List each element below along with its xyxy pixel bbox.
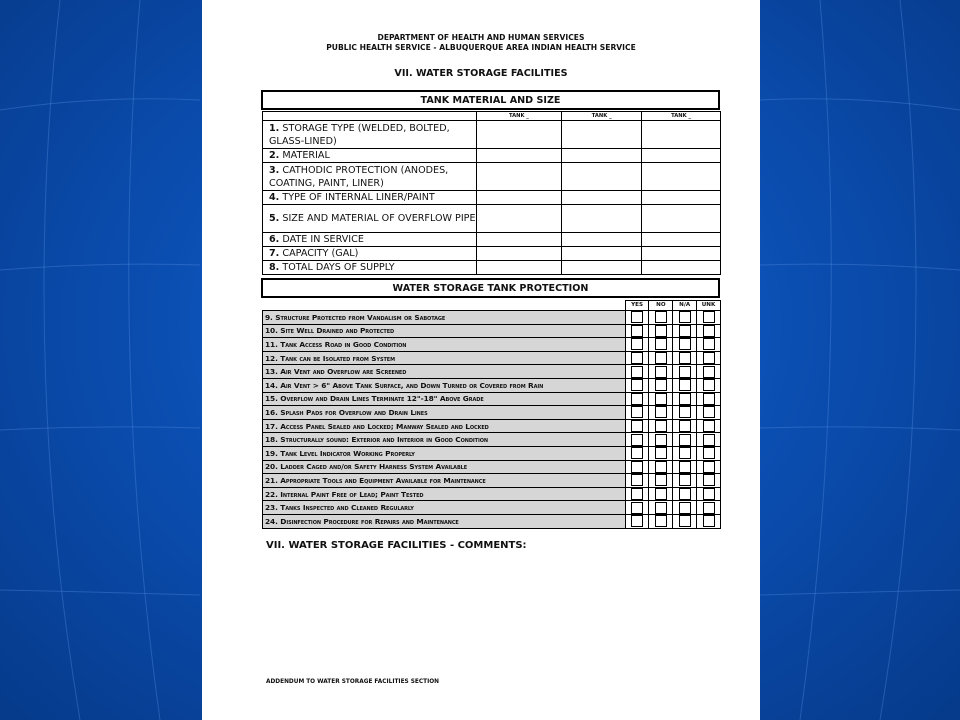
unk-checkbox[interactable] — [703, 502, 715, 514]
protection-table-row — [263, 392, 721, 406]
na-checkbox[interactable] — [679, 338, 691, 350]
row-number: 24. — [265, 516, 278, 526]
na-checkbox[interactable] — [679, 406, 691, 418]
tank-2-entry-cell[interactable] — [562, 149, 642, 163]
no-checkbox-cell — [649, 501, 673, 515]
unk-checkbox[interactable] — [703, 420, 715, 432]
document-page — [202, 0, 760, 720]
na-checkbox-cell — [673, 324, 697, 338]
row-label-text: TOTAL DAYS OF SUPPLY — [282, 262, 395, 273]
na-checkbox[interactable] — [679, 515, 691, 527]
protection-table-row — [263, 324, 721, 338]
tank-table-row — [263, 121, 721, 149]
no-checkbox-cell — [649, 324, 673, 338]
yes-checkbox-cell — [625, 311, 649, 325]
tank-1-entry-cell[interactable] — [476, 261, 562, 275]
row-number: 7. — [269, 248, 280, 259]
na-checkbox[interactable] — [679, 461, 691, 473]
row-number: 17. — [265, 421, 278, 431]
protection-table-row — [263, 406, 721, 420]
protection-row-label — [263, 487, 626, 501]
yes-checkbox-cell — [625, 351, 649, 365]
unk-checkbox-cell — [697, 392, 721, 406]
na-checkbox[interactable] — [679, 488, 691, 500]
yes-checkbox-cell — [625, 365, 649, 379]
yes-checkbox[interactable] — [631, 434, 643, 446]
tank-3-entry-cell[interactable] — [642, 247, 721, 261]
row-number: 22. — [265, 489, 278, 499]
row-label-text: Tanks Inspected and Cleaned Regularly — [280, 503, 414, 513]
tank-1-entry-cell[interactable] — [476, 163, 562, 191]
protection-table-row — [263, 351, 721, 365]
no-checkbox-cell — [649, 433, 673, 447]
protection-row-label — [263, 433, 626, 447]
protection-table-row — [263, 433, 721, 447]
row-number: 9. — [265, 312, 273, 322]
comments-heading: VII. WATER STORAGE FACILITIES - COMMENTS: — [266, 540, 527, 551]
na-checkbox-cell — [673, 406, 697, 420]
row-label-text: Tank Level Indicator Working Properly — [280, 448, 415, 458]
row-number: 3. — [269, 164, 280, 176]
yes-checkbox-cell — [625, 487, 649, 501]
row-number: 16. — [265, 407, 278, 417]
yes-checkbox-cell — [625, 460, 649, 474]
tank-row-label — [263, 149, 477, 163]
row-label-text: Site Well Drained and Protected — [280, 326, 395, 336]
row-label-text: Tank Access Road in Good Condition — [280, 339, 407, 349]
unk-checkbox[interactable] — [703, 366, 715, 378]
unk-checkbox[interactable] — [703, 311, 715, 323]
tank-2-entry-cell[interactable] — [562, 233, 642, 247]
protection-row-label — [263, 474, 626, 488]
no-checkbox-cell — [649, 446, 673, 460]
no-checkbox[interactable] — [655, 488, 667, 500]
yes-checkbox-cell — [625, 446, 649, 460]
yes-checkbox-cell — [625, 514, 649, 528]
na-checkbox-cell — [673, 460, 697, 474]
yes-checkbox-cell — [625, 419, 649, 433]
unk-checkbox[interactable] — [703, 488, 715, 500]
tank-3-entry-cell[interactable] — [642, 121, 721, 149]
na-checkbox[interactable] — [679, 434, 691, 446]
row-number: 15. — [265, 394, 278, 404]
na-checkbox-cell — [673, 487, 697, 501]
tank-3-entry-cell[interactable] — [642, 205, 721, 233]
no-checkbox-cell — [649, 514, 673, 528]
unk-checkbox[interactable] — [703, 406, 715, 418]
no-checkbox-cell — [649, 378, 673, 392]
na-checkbox[interactable] — [679, 474, 691, 486]
no-checkbox-cell — [649, 474, 673, 488]
protection-row-label — [263, 419, 626, 433]
tank-3-entry-cell[interactable] — [642, 163, 721, 191]
na-checkbox-cell — [673, 311, 697, 325]
na-checkbox-cell — [673, 419, 697, 433]
unk-checkbox[interactable] — [703, 474, 715, 486]
no-checkbox-cell — [649, 365, 673, 379]
unk-checkbox-cell — [697, 378, 721, 392]
yes-checkbox-cell — [625, 474, 649, 488]
no-checkbox[interactable] — [655, 338, 667, 350]
tank-table-row — [263, 191, 721, 205]
row-label-text: Structurally sound: Exterior and Interior in Good Condition — [280, 435, 488, 445]
row-number: 10. — [265, 326, 278, 336]
row-number: 12. — [265, 353, 278, 363]
no-checkbox[interactable] — [655, 420, 667, 432]
protection-row-label — [263, 406, 626, 420]
protection-row-label — [263, 460, 626, 474]
protection-table-row — [263, 514, 721, 528]
protection-table-row — [263, 487, 721, 501]
no-checkbox-cell — [649, 311, 673, 325]
yes-checkbox[interactable] — [631, 325, 643, 337]
tank-header-row — [263, 112, 721, 121]
yes-checkbox[interactable] — [631, 379, 643, 391]
row-number: 19. — [265, 448, 278, 458]
row-number: 8. — [269, 262, 280, 273]
unk-checkbox[interactable] — [703, 461, 715, 473]
row-number: 18. — [265, 435, 278, 445]
no-checkbox[interactable] — [655, 502, 667, 514]
no-checkbox[interactable] — [655, 366, 667, 378]
protection-header-row — [263, 301, 721, 311]
tank-2-entry-cell[interactable] — [562, 191, 642, 205]
na-checkbox-cell — [673, 433, 697, 447]
agency-header: PUBLIC HEALTH SERVICE - ALBUQUERQUE AREA INDIAN HEALTH SERVICE — [326, 43, 636, 52]
tank-row-label — [263, 261, 477, 275]
na-checkbox[interactable] — [679, 393, 691, 405]
yes-checkbox[interactable] — [631, 461, 643, 473]
row-label-text: Structure Protected from Vandalism or Sabotage — [275, 312, 446, 322]
no-checkbox-cell — [649, 487, 673, 501]
protection-row-label — [263, 365, 626, 379]
no-checkbox[interactable] — [655, 406, 667, 418]
row-label-text: Access Panel Sealed and Locked; Manway Sealed and Locked — [280, 421, 489, 431]
row-number: 2. — [269, 150, 280, 161]
na-checkbox-cell — [673, 378, 697, 392]
row-label-text: Air Vent and Overflow are Screened — [280, 367, 407, 377]
tank-column-header: TANK _ — [476, 112, 562, 121]
protection-table-title: WATER STORAGE TANK PROTECTION — [261, 278, 720, 298]
protection-table-row — [263, 378, 721, 392]
no-checkbox-cell — [649, 351, 673, 365]
row-label-text: Internal Paint Free of Lead; Paint Tested — [280, 489, 424, 499]
row-label-text: SIZE AND MATERIAL OF OVERFLOW PIPE — [282, 213, 476, 224]
protection-table-row — [263, 365, 721, 379]
row-label-text: STORAGE TYPE (WELDED, BOLTED, GLASS-LINED) — [269, 122, 450, 147]
row-number: 1. — [269, 122, 280, 134]
yes-checkbox[interactable] — [631, 420, 643, 432]
no-checkbox-cell — [649, 338, 673, 352]
addendum-label: ADDENDUM TO WATER STORAGE FACILITIES SECTION — [266, 679, 440, 685]
protection-table-row — [263, 419, 721, 433]
yes-checkbox-cell — [625, 324, 649, 338]
row-label-text: CAPACITY (GAL) — [282, 248, 359, 259]
no-checkbox-cell — [649, 406, 673, 420]
protection-row-label — [263, 324, 626, 338]
protection-row-label — [263, 338, 626, 352]
yes-checkbox-cell — [625, 433, 649, 447]
no-checkbox-cell — [649, 460, 673, 474]
na-column-header: N/A — [673, 301, 697, 311]
na-checkbox-cell — [673, 501, 697, 515]
tank-table-row — [263, 163, 721, 191]
na-checkbox-cell — [673, 365, 697, 379]
yes-checkbox[interactable] — [631, 338, 643, 350]
na-checkbox[interactable] — [679, 311, 691, 323]
row-number: 23. — [265, 503, 278, 513]
tank-column-header: TANK _ — [562, 112, 642, 121]
unk-checkbox[interactable] — [703, 338, 715, 350]
no-checkbox[interactable] — [655, 325, 667, 337]
na-checkbox-cell — [673, 338, 697, 352]
row-label-text: Tank can be Isolated from System — [280, 353, 395, 363]
na-checkbox-cell — [673, 514, 697, 528]
tank-1-entry-cell[interactable] — [476, 205, 562, 233]
row-number: 6. — [269, 234, 280, 245]
tank-table-row — [263, 205, 721, 233]
na-checkbox[interactable] — [679, 325, 691, 337]
yes-checkbox[interactable] — [631, 311, 643, 323]
unk-checkbox[interactable] — [703, 515, 715, 527]
tank-3-entry-cell[interactable] — [642, 233, 721, 247]
unk-checkbox-cell — [697, 433, 721, 447]
tank-2-entry-cell[interactable] — [562, 205, 642, 233]
yes-checkbox-cell — [625, 392, 649, 406]
tank-1-entry-cell[interactable] — [476, 233, 562, 247]
no-checkbox[interactable] — [655, 474, 667, 486]
row-label-text: DATE IN SERVICE — [282, 234, 364, 245]
row-number: 4. — [269, 192, 280, 203]
no-checkbox[interactable] — [655, 515, 667, 527]
tank-3-entry-cell[interactable] — [642, 191, 721, 205]
no-checkbox[interactable] — [655, 379, 667, 391]
na-checkbox-cell — [673, 446, 697, 460]
no-checkbox-cell — [649, 419, 673, 433]
na-checkbox[interactable] — [679, 502, 691, 514]
tank-row-label — [263, 121, 477, 149]
tank-2-entry-cell[interactable] — [562, 163, 642, 191]
tank-table-title: TANK MATERIAL AND SIZE — [261, 90, 720, 110]
tank-2-entry-cell[interactable] — [562, 121, 642, 149]
row-label-text: Ladder Caged and/or Safety Harness System Available — [280, 462, 468, 472]
tank-table-row — [263, 233, 721, 247]
no-checkbox[interactable] — [655, 461, 667, 473]
protection-row-label — [263, 351, 626, 365]
yes-checkbox[interactable] — [631, 502, 643, 514]
tank-1-entry-cell[interactable] — [476, 247, 562, 261]
unk-checkbox-cell — [697, 501, 721, 515]
unk-checkbox[interactable] — [703, 434, 715, 446]
unk-checkbox-cell — [697, 419, 721, 433]
na-checkbox-cell — [673, 474, 697, 488]
tank-2-entry-cell[interactable] — [562, 247, 642, 261]
row-number: 20. — [265, 462, 278, 472]
na-checkbox[interactable] — [679, 366, 691, 378]
unk-checkbox-cell — [697, 311, 721, 325]
row-number: 5. — [269, 213, 280, 224]
unk-checkbox-cell — [697, 487, 721, 501]
yes-checkbox[interactable] — [631, 474, 643, 486]
yes-column-header: YES — [625, 301, 649, 311]
tank-1-entry-cell[interactable] — [476, 191, 562, 205]
yes-checkbox-cell — [625, 378, 649, 392]
no-checkbox-cell — [649, 392, 673, 406]
blank-header-cell — [263, 112, 477, 121]
tank-3-entry-cell[interactable] — [642, 149, 721, 163]
row-label-text: Air Vent > 6" Above Tank Surface, and Down Turned or Covered from Rain — [280, 380, 544, 390]
protection-row-label — [263, 378, 626, 392]
row-label-text: Overflow and Drain Lines Terminate 12"-18" Above Grade — [280, 394, 484, 404]
protection-table-row — [263, 311, 721, 325]
protection-table-row — [263, 338, 721, 352]
row-number: 11. — [265, 339, 278, 349]
yes-checkbox-cell — [625, 406, 649, 420]
unk-checkbox-cell — [697, 365, 721, 379]
tank-row-label — [263, 247, 477, 261]
yes-checkbox-cell — [625, 501, 649, 515]
yes-checkbox[interactable] — [631, 352, 643, 364]
no-checkbox[interactable] — [655, 352, 667, 364]
unk-checkbox-cell — [697, 406, 721, 420]
unk-checkbox[interactable] — [703, 393, 715, 405]
no-checkbox[interactable] — [655, 393, 667, 405]
yes-checkbox[interactable] — [631, 406, 643, 418]
na-checkbox-cell — [673, 392, 697, 406]
tank-row-label — [263, 163, 477, 191]
tank-table-row — [263, 149, 721, 163]
tank-3-entry-cell[interactable] — [642, 261, 721, 275]
row-label-text: Appropriate Tools and Equipment Available for Maintenance — [280, 475, 486, 485]
unk-checkbox-cell — [697, 460, 721, 474]
tank-column-header: TANK _ — [642, 112, 721, 121]
no-checkbox[interactable] — [655, 311, 667, 323]
blank-header-cell — [263, 301, 626, 311]
tank-row-label — [263, 191, 477, 205]
yes-checkbox[interactable] — [631, 515, 643, 527]
tank-1-entry-cell[interactable] — [476, 121, 562, 149]
row-label-text: TYPE OF INTERNAL LINER/PAINT — [282, 192, 435, 203]
protection-table-row — [263, 446, 721, 460]
protection-table-row — [263, 474, 721, 488]
yes-checkbox[interactable] — [631, 393, 643, 405]
tank-table-row — [263, 247, 721, 261]
na-checkbox-cell — [673, 351, 697, 365]
unk-checkbox-cell — [697, 338, 721, 352]
row-number: 13. — [265, 367, 278, 377]
tank-1-entry-cell[interactable] — [476, 149, 562, 163]
tank-row-label — [263, 205, 477, 233]
tank-row-label — [263, 233, 477, 247]
tank-table-row — [263, 261, 721, 275]
protection-row-label — [263, 501, 626, 515]
unk-checkbox-cell — [697, 514, 721, 528]
row-number: 21. — [265, 475, 278, 485]
no-column-header: NO — [649, 301, 673, 311]
unk-checkbox-cell — [697, 446, 721, 460]
protection-row-label — [263, 514, 626, 528]
unk-checkbox[interactable] — [703, 352, 715, 364]
row-label-text: CATHODIC PROTECTION (ANODES, COATING, PAINT, LINER) — [269, 164, 449, 189]
unk-checkbox-cell — [697, 324, 721, 338]
row-label-text: Splash Pads for Overflow and Drain Lines — [280, 407, 428, 417]
unk-column-header: UNK — [697, 301, 721, 311]
no-checkbox[interactable] — [655, 447, 667, 459]
protection-table-row — [263, 501, 721, 515]
unk-checkbox[interactable] — [703, 379, 715, 391]
na-checkbox[interactable] — [679, 352, 691, 364]
row-label-text: Disinfection Procedure for Repairs and Maintenance — [280, 516, 459, 526]
protection-table-row — [263, 460, 721, 474]
no-checkbox[interactable] — [655, 434, 667, 446]
protection-row-label — [263, 311, 626, 325]
na-checkbox[interactable] — [679, 420, 691, 432]
protection-row-label — [263, 446, 626, 460]
tank-protection-table — [262, 300, 721, 529]
section-title: VII. WATER STORAGE FACILITIES — [394, 68, 568, 79]
yes-checkbox-cell — [625, 338, 649, 352]
department-header: DEPARTMENT OF HEALTH AND HUMAN SERVICES — [377, 33, 585, 42]
tank-2-entry-cell[interactable] — [562, 261, 642, 275]
yes-checkbox[interactable] — [631, 488, 643, 500]
unk-checkbox[interactable] — [703, 447, 715, 459]
row-label-text: MATERIAL — [282, 150, 330, 161]
na-checkbox[interactable] — [679, 379, 691, 391]
tank-material-table — [262, 111, 721, 275]
protection-row-label — [263, 392, 626, 406]
row-number: 14. — [265, 380, 278, 390]
unk-checkbox-cell — [697, 474, 721, 488]
unk-checkbox[interactable] — [703, 325, 715, 337]
unk-checkbox-cell — [697, 351, 721, 365]
na-checkbox[interactable] — [679, 447, 691, 459]
yes-checkbox[interactable] — [631, 447, 643, 459]
yes-checkbox[interactable] — [631, 366, 643, 378]
